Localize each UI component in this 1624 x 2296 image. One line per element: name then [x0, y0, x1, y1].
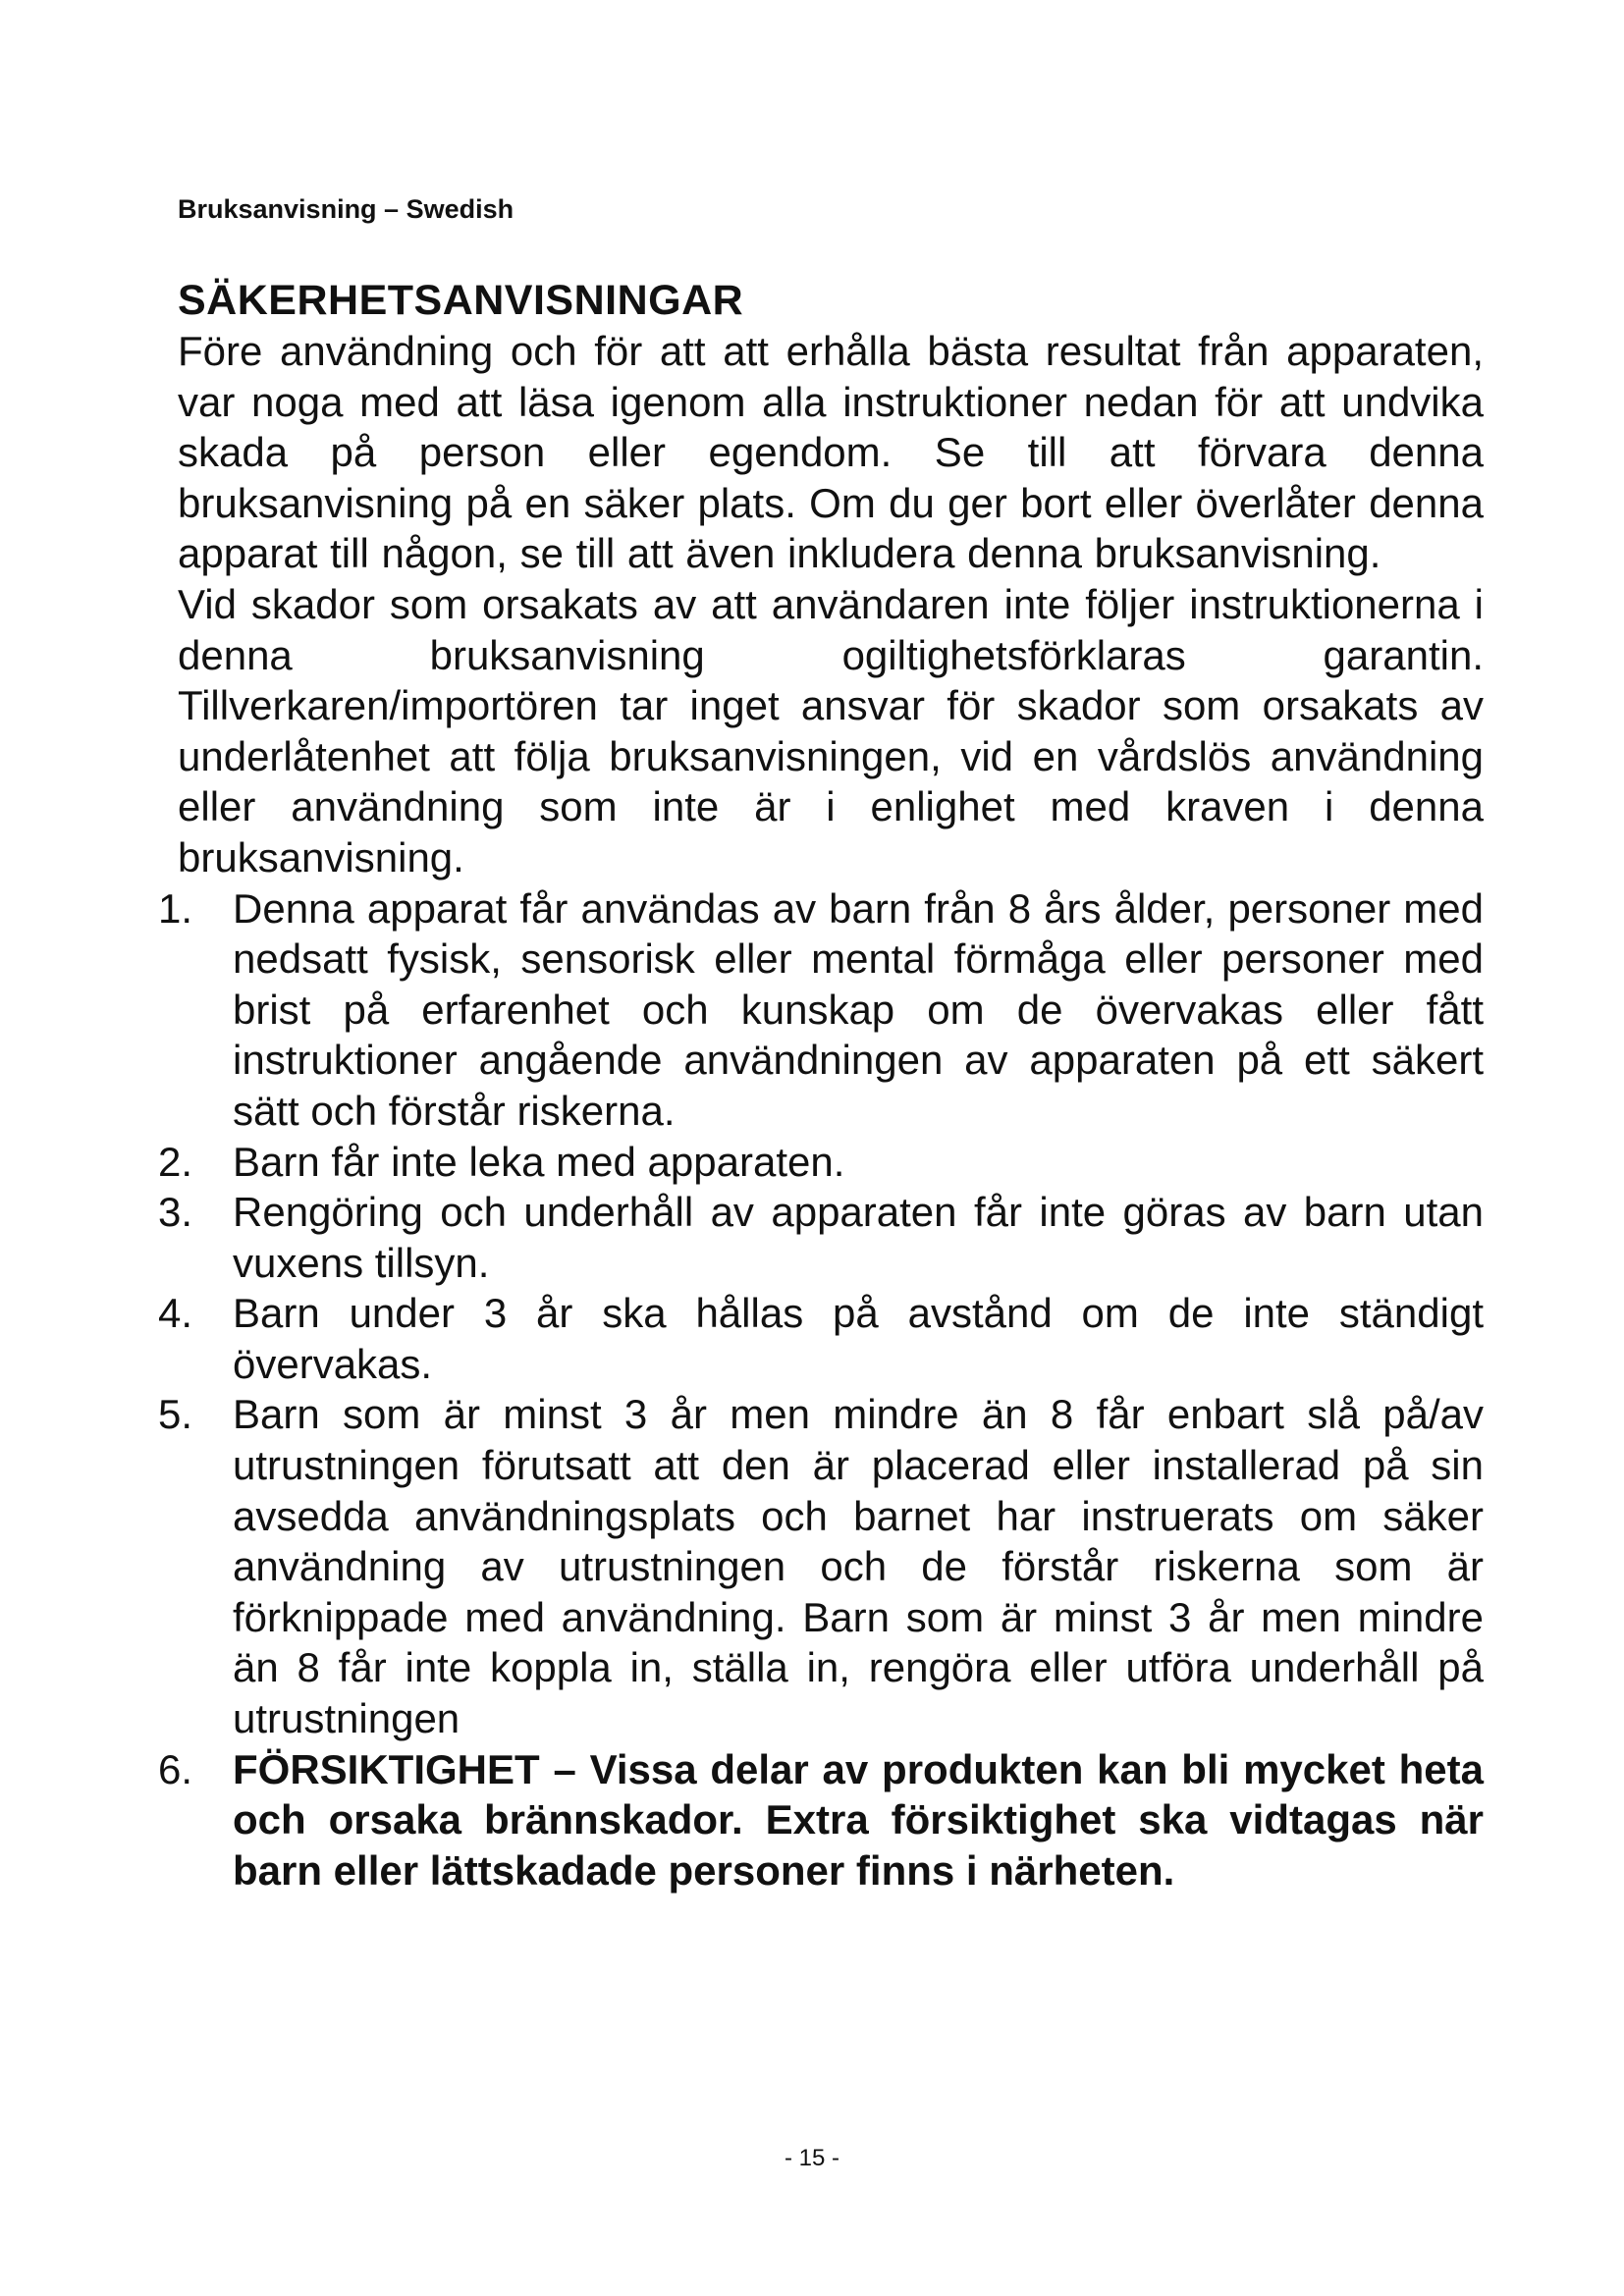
list-item-2 [158, 1137, 1484, 1188]
list-item-text: Rengöring och underhåll av apparaten får inte göras av barn utan vuxens tillsyn. [233, 1189, 1484, 1286]
warning-text: FÖRSIKTIGHET – Vissa delar av produkten kan bli mycket heta och orsaka brännskador. Extra försiktighet ska vidtagas när barn eller lättskadade personer finns i närheten. [233, 1745, 1484, 1894]
list-item-5 [158, 1389, 1484, 1743]
list-item-number: 3. [158, 1189, 193, 1236]
list-item-6-warning [158, 1744, 1484, 1896]
list-item-4 [158, 1288, 1484, 1389]
intro-paragraph-1: Före användning och för att att erhålla bästa resultat från apparaten, var noga med att läsa igenom alla instruktioner nedan för att undvika skada på person eller egendom. Se till att förvara denna bruksanvisning på en säker plats. Om du ger bort eller överlåter denna apparat till någon, se till att även inkludera denna bruksanvisning. [178, 328, 1484, 577]
running-header: Bruksanvisning – Swedish [178, 194, 514, 224]
list-item-text: Barn som är minst 3 år men mindre än 8 får enbart slå på/av utrustningen förutsatt att den är placerad eller installerad på sin avsedda användningsplats och barnet har instruerats om säker användning av utrustningen och de förstår riskerna som är förknippade med användning. Barn som är minst 3 år men mindre än 8 får inte koppla in, ställa in, rengöra eller utföra underhåll på utrustningen [233, 1391, 1484, 1742]
page-content [158, 275, 1484, 1896]
list-item-3 [158, 1187, 1484, 1288]
list-item-number: 1. [158, 884, 193, 932]
list-item-text: Barn under 3 år ska hållas på avstånd om de inte ständigt övervakas. [233, 1290, 1484, 1387]
list-item-text: Denna apparat får användas av barn från 8 års ålder, personer med nedsatt fysisk, sensorisk eller mental förmåga eller personer med brist på erfarenhet och kunskap om de övervakas eller fått instruktioner angående användningen av apparaten på ett säkert sätt och förstår riskerna. [233, 884, 1484, 1134]
list-item-number: 6. [158, 1745, 193, 1792]
list-item-number: 5. [158, 1391, 193, 1438]
intro-paragraph-2: Vid skador som orsakats av att användaren inte följer instruktionerna i denna bruksanvisning ogiltighetsförklaras garantin. Tillverkaren/importören tar inget ansvar för skador som orsakats av underlåtenhet att följa bruksanvisningen, vid en vårdslös användning eller användning som inte är i enlighet med kraven i denna bruksanvisning. [178, 580, 1484, 881]
page-number: - 15 - [784, 2145, 839, 2171]
list-item-text: Barn får inte leka med apparaten. [233, 1138, 845, 1185]
section-title: SÄKERHETSANVISNINGAR [178, 277, 744, 324]
list-item-1 [158, 883, 1484, 1137]
list-item-number: 4. [158, 1290, 193, 1337]
list-item-number: 2. [158, 1138, 193, 1185]
